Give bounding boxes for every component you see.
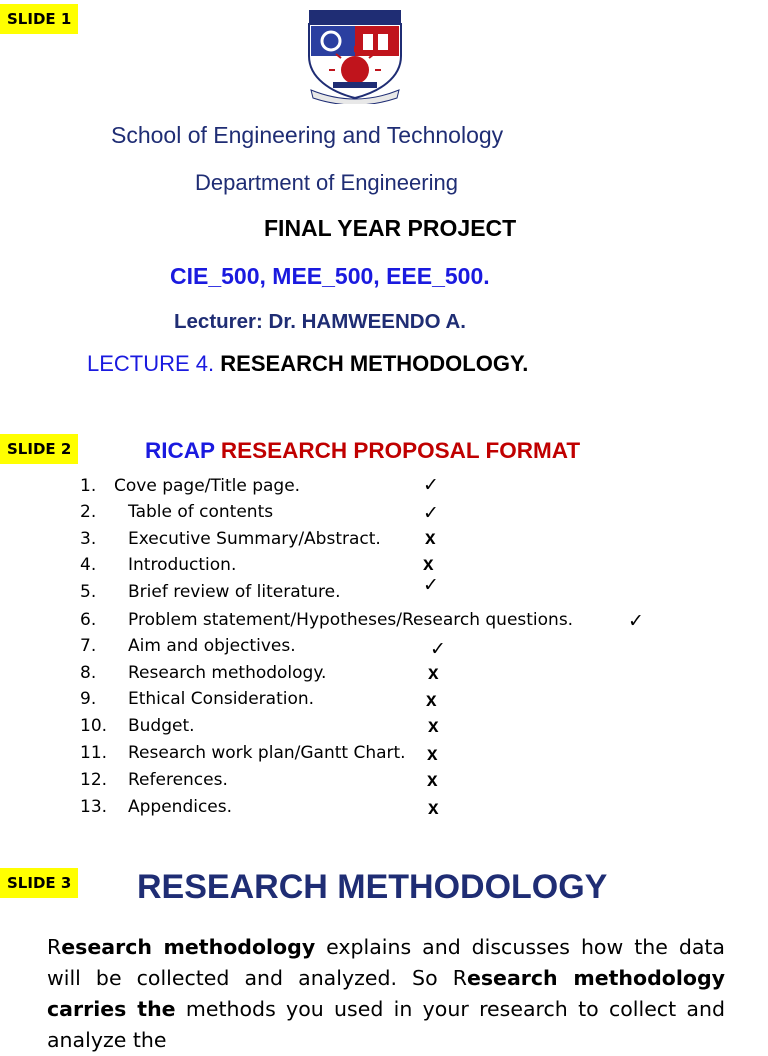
item-text: Introduction. [128, 555, 237, 575]
cross-icon: x [427, 770, 438, 791]
check-icon: ✓ [423, 503, 439, 524]
item-text: Ethical Consideration. [128, 689, 315, 709]
item-text: References. [128, 770, 228, 790]
para-span: explains and discusses how the data will be collected and analyzed. So R [47, 935, 725, 990]
cross-icon: x [427, 744, 438, 765]
check-icon: ✓ [423, 475, 439, 496]
cross-icon: x [428, 798, 439, 819]
item-text: Research methodology. [128, 663, 327, 683]
item-number: 13. [80, 797, 108, 817]
heading-format: RESEARCH PROPOSAL FORMAT [220, 438, 581, 463]
university-logo [303, 8, 407, 104]
item-number: 12. [80, 770, 108, 790]
methodology-paragraph [47, 932, 725, 1056]
heading-ricap: RICAP [145, 438, 215, 463]
item-number: 5. [80, 582, 97, 602]
para-span: methods you used in your research to collect and analyze the [47, 997, 725, 1052]
slide-1-tag: SLIDE 1 [0, 4, 78, 34]
cross-icon: x [428, 716, 439, 737]
cross-icon: x [428, 663, 439, 684]
item-number: 3. [80, 529, 97, 549]
item-text: Research work plan/Gantt Chart. [128, 743, 406, 763]
item-number: 9. [80, 689, 97, 709]
lecturer-name: Lecturer: Dr. HAMWEENDO A. [174, 310, 466, 333]
department-name: Department of Engineering [195, 170, 458, 195]
slide-2-tag: SLIDE 2 [0, 434, 78, 464]
item-number: 8. [80, 663, 97, 683]
item-number: 7. [80, 636, 97, 656]
check-icon: ✓ [628, 611, 644, 632]
slide-3-heading: RESEARCH METHODOLOGY [137, 868, 608, 906]
item-text: Executive Summary/Abstract. [128, 529, 381, 549]
lecture-number: LECTURE 4. [87, 351, 215, 376]
para-span-bold: esearch methodology carries the [47, 966, 726, 1021]
item-number: 4. [80, 555, 97, 575]
course-codes: CIE_500, MEE_500, EEE_500. [170, 263, 490, 289]
para-span: R [47, 935, 62, 959]
item-text: Appendices. [128, 797, 233, 817]
slide-2-heading [145, 438, 580, 464]
school-name: School of Engineering and Technology [111, 122, 504, 148]
item-text: Aim and objectives. [128, 636, 296, 656]
item-text: Cove page/Title page. [114, 476, 301, 496]
cross-icon: x [425, 528, 436, 549]
check-icon: ✓ [430, 639, 446, 660]
item-text: Brief review of literature. [128, 582, 341, 602]
item-text: Table of contents [128, 502, 274, 522]
item-number: 11. [80, 743, 108, 763]
item-number: 1. [80, 476, 97, 496]
para-span-bold: esearch methodology [61, 935, 316, 959]
lecture-topic: RESEARCH METHODOLOGY. [220, 351, 529, 376]
item-text: Budget. [128, 716, 195, 736]
item-number: 2. [80, 502, 97, 522]
item-number: 6. [80, 610, 97, 630]
check-icon: ✓ [423, 575, 439, 596]
project-title: FINAL YEAR PROJECT [264, 215, 517, 241]
slide-3-tag: SLIDE 3 [0, 868, 78, 898]
cross-icon: x [423, 554, 434, 575]
cross-icon: x [426, 690, 437, 711]
lecture-title [87, 351, 528, 377]
item-number: 10. [80, 716, 108, 736]
item-text: Problem statement/Hypotheses/Research questions. [128, 610, 574, 630]
